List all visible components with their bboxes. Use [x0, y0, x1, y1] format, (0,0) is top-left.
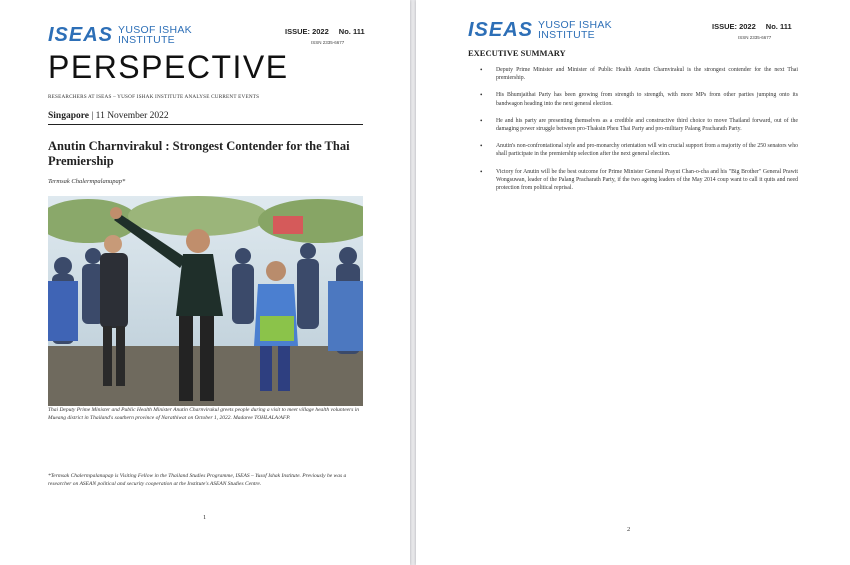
- executive-summary-title: EXECUTIVE SUMMARY: [468, 48, 566, 58]
- iseas-logo: [468, 20, 612, 40]
- photo-caption: Thai Deputy Prime Minister and Public Health Minister Anutin Charnvirakul greets people during a visit to meet village health volunteers in Mueang district in Thailand's southern province of Narathiwat on October 1, 2022. Madaree TOHLALA/AFP.: [48, 407, 360, 421]
- tagline: RESEARCHERS AT ISEAS – YUSOF ISHAK INSTITUTE ANALYSE CURRENT EVENTS: [48, 94, 260, 100]
- logo-line-2: INSTITUTE: [118, 34, 175, 46]
- issue-year: ISSUE: 2022: [285, 27, 329, 36]
- summary-bullet: • His Bhumjaithai Party has been growing from strength to strength, with more MPs from other parties jumping onto its bandwagon heading into the next general election.: [468, 91, 798, 107]
- article-author: Termsak Chalermpalanupap*: [48, 178, 126, 185]
- summary-bullet: • Victory for Anutin will be the best outcome for Prime Minister General Prayut Chan-o-cha and his "Big Brother" General Prawit Wongsuwan, leader of the Palang Pracharath Party, if the two ageing leaders of the May 2014 coup want to call it quits and need protection from political reprisal.: [468, 168, 798, 193]
- dateline-date: | 11 November 2022: [91, 111, 169, 121]
- article-title: Anutin Charnvirakul : Strongest Contender for the Thai Premiership: [48, 139, 350, 168]
- summary-bullet: • Deputy Prime Minister and Minister of Public Health Anutin Charnvirakul is the strongest contender for the next Thai premiership.: [468, 66, 798, 82]
- page-number-2: 2: [627, 526, 631, 533]
- logo-mark: ISEAS: [468, 19, 534, 41]
- executive-summary-list: [468, 66, 798, 201]
- document-page-2: [416, 0, 850, 565]
- issue-info: [712, 22, 802, 31]
- issn: ISSN 2335-6677: [311, 40, 345, 45]
- logo-mark: ISEAS: [48, 24, 114, 46]
- page-number-1: 1: [203, 514, 207, 521]
- article-photo: [48, 196, 363, 406]
- summary-bullet: • He and his party are presenting themselves as a credible and constructive third choice to move Thailand forward, out of the damaging power struggle between pro-Thaksin Pheu Thai Party and pro-military Palang Pracharath Party.: [468, 117, 798, 133]
- masthead: PERSPECTIVE: [48, 49, 289, 85]
- dateline: [48, 111, 363, 125]
- logo-text: [538, 20, 612, 40]
- issue-info: [285, 27, 375, 36]
- logo-text: [118, 25, 192, 45]
- iseas-logo: [48, 25, 192, 45]
- issue-number: No. 111: [338, 27, 365, 36]
- logo-line-1: YUSOF ISHAK: [538, 19, 612, 31]
- dateline-place: Singapore: [48, 111, 90, 121]
- document-page-1: [0, 0, 410, 565]
- issue-number: No. 111: [765, 22, 792, 31]
- logo-line-2: INSTITUTE: [538, 29, 595, 41]
- summary-bullet: • Anutin's non-confrontational style and pro-monarchy orientation will win crucial support from a majority of the 250 senators who shall participate in the premiership selection after the next general election.: [468, 142, 798, 158]
- author-footnote: *Termsak Chalermpalanupap is Visiting Fellow in the Thailand Studies Programme, ISEAS – Yusof Ishak Institute. Previously he was a researcher on ASEAN political and security cooperation at the Institute's ASEAN Studies Centre.: [48, 473, 347, 487]
- issue-year: ISSUE: 2022: [712, 22, 756, 31]
- logo-line-1: YUSOF ISHAK: [118, 24, 192, 36]
- issn: ISSN 2335-6677: [738, 35, 772, 40]
